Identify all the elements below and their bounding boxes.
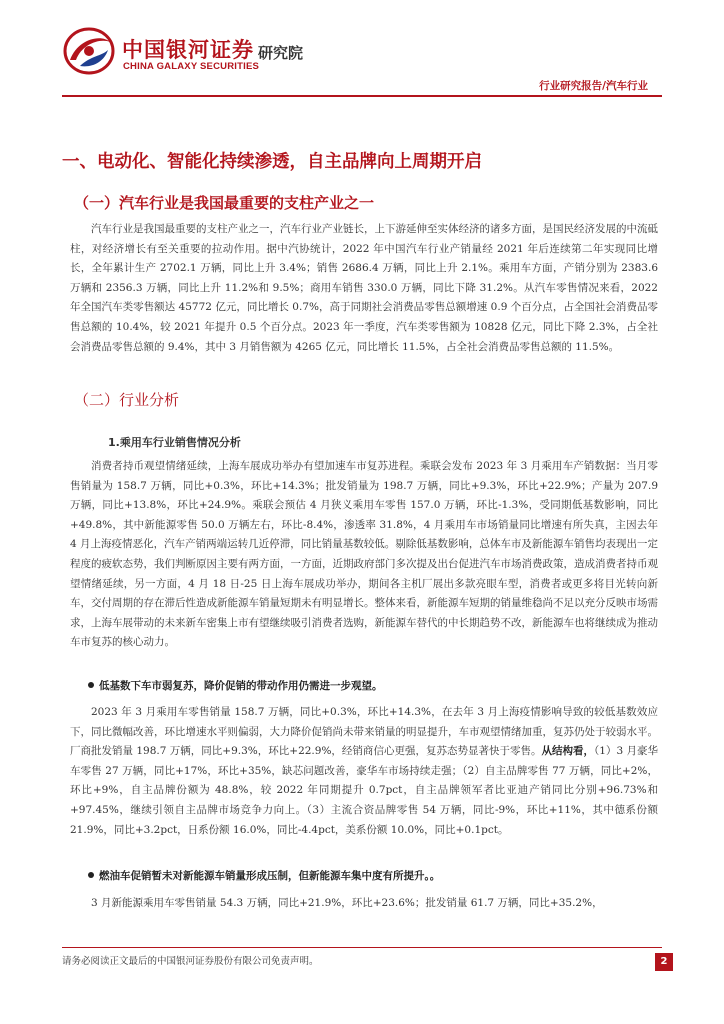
footer-disclaimer: 请务必阅读正文最后的中国银河证券股份有限公司免责声明。 bbox=[62, 956, 319, 967]
paragraph-nev-sales: 3 月新能源乘用车零售销量 54.3 万辆，同比+21.9%，环比+23.6%；批发销量 61.7 万辆，同比+35.2%， bbox=[91, 897, 603, 909]
report-type-label: 行业研究报告/汽车行业 bbox=[539, 80, 648, 92]
brand-institute-label: 研究院 bbox=[258, 44, 304, 62]
page-header bbox=[0, 0, 724, 95]
brand-name-chinese: 中国银河证券 bbox=[122, 38, 254, 62]
paragraph-retail-text-b: （1）3 月豪华车零售 27 万辆，同比+17%，环比+35%，缺芯问题改善，豪华车市场持续走强；（2）自主品牌零售 77 万辆，同比+2%，环比+9%，自主品牌份额为 48.8%，较 2022 年同期提升 0.7pct，自主品牌领军者比亚迪产销同比分别+96.73%和+97.45%，继续引领自主品牌市场竞争力向上。（3）主流合资品牌零售 54 万辆，同比-9%，环比+11%，其中德系份额 21.9%，同比+3.2pct，日系份额 16.0%，同比-4.4pct，美系份额 10.0%，同比+0.1pct。 bbox=[70, 745, 659, 836]
brand-name-english: CHINA GALAXY SECURITIES bbox=[123, 61, 260, 72]
bullet-text-1: 低基数下车市弱复苏，降价促销的带动作用仍需进一步观望。 bbox=[99, 680, 383, 692]
subheading-passenger-car-sales: 1.乘用车行业销售情况分析 bbox=[108, 436, 241, 449]
bullet-point-2 bbox=[88, 868, 440, 883]
bullet-dot-icon bbox=[88, 872, 94, 878]
page-number: 2 bbox=[655, 953, 673, 971]
paragraph-sales-analysis: 消费者持币观望情绪延续，上海车展成功举办有望加速车市复苏进程。乘联会发布 2023 年 3 月乘用车产销数据：当月零售销量为 158.7 万辆，同比+0.3%，环比+14.3%；批发销量为 198.7 万辆，同比+9.3%，环比+22.9%；产量为 207.9 万辆，同比+13.8%，环比+24.9%。乘联会预估 4 月狭义乘用车零售 157.0 万辆，环比-1.3%，受同期低基数影响，同比+49.8%，其中新能源零售 50.0 万辆左右，环比-8.4%，渗透率 31.8%，4 月乘用车市场销量同比增速有所失真，主因去年 4 月上海疫情恶化，汽车产销两端运转几近停滞，同比销量基数较低。剔除低基数影响，总体车市及新能源车销售均表现出一定程度的疲软态势，我们判断原因主要有两方面，一方面，近期政府部门多次提及出台促进汽车市场消费政策，造成消费者持币观望情绪延续，另一方面，4 月 18 日-25 日上海车展成功举办，期间各主机厂展出多款亮眼车型，消费者或更多将目光转向新车，交付周期的存在滞后性造成新能源车销量短期未有明显增长。整体来看，新能源车短期的销量维稳尚不足以充分反映市场需求，上海车展带动的未来新车密集上市有望继续吸引消费者选购，新能源车替代的中长期趋势不改，新能源车也将继续成为推动车市复苏的核心动力。 bbox=[70, 460, 658, 649]
section-title: 一、电动化、智能化持续渗透，自主品牌向上周期开启 bbox=[62, 152, 482, 172]
bullet-dot-icon bbox=[88, 682, 94, 688]
paragraph-retail-text-a: 2023 年 3 月乘用车零售销量 158.7 万辆，同比+0.3%，环比+14.3%，在去年 3 月上海疫情影响导致的较低基数效应下，同比微幅改善，环比增速水平则偏弱，大力降价促销尚未带来销量的明显提升，车市观望情绪加重，复苏仍处于较弱水平。厂商批发销量 198.7 万辆，同比+9.3%，环比+22.9%，经销商信心更强，复苏态势显著快于零售。 bbox=[70, 706, 658, 758]
subsection-title-2: （二）行业分析 bbox=[74, 391, 180, 409]
paragraph-industry-overview: 汽车行业是我国最重要的支柱产业之一，汽车行业产业链长，上下游延伸至实体经济的诸多方面，是国民经济发展的中流砥柱，对经济增长有至关重要的拉动作用。据中汽协统计，2022 年中国汽车行业产销量经 2021 年后连续第二年实现同比增长，全年累计生产 2702.1 万辆，同比上升 3.4%；销售 2686.4 万辆，同比上升 2.1%。乘用车方面，产销分别为 2383.6 万辆和 2356.3 万辆，同比上升 11.2%和 9.5%；商用车销售 330.0 万辆，同比下降 31.2%。从汽车零售情况来看，2022 年全国汽车类零售额达 45772 亿元，同比增长 0.7%，高于同期社会消费品零售总额增速 0.9 个百分点，占全国社会消费品零售总额的 10.4%，较 2021 年提升 0.5 个百分点。2023 年一季度，汽车类零售额为 10828 亿元，同比下降 2.3%，占全社会消费品零售总额的 9.4%，其中 3 月销售额为 4265 亿元，同比增长 11.5%，占全社会消费品零售总额的 11.5%。 bbox=[70, 223, 658, 353]
bullet-point-1 bbox=[88, 678, 383, 693]
paragraph-retail-bold: 从结构看， bbox=[541, 745, 595, 758]
bullet-text-2: 燃油车促销暂未对新能源车销量形成压制，但新能源车集中度有所提升。。 bbox=[99, 870, 441, 882]
paragraph-retail-structure bbox=[70, 703, 658, 840]
header-divider bbox=[62, 95, 662, 97]
footer-divider bbox=[62, 947, 662, 948]
galaxy-logo-icon bbox=[62, 26, 116, 76]
subsection-title-1: （一）汽车行业是我国最重要的支柱产业之一 bbox=[74, 194, 375, 212]
